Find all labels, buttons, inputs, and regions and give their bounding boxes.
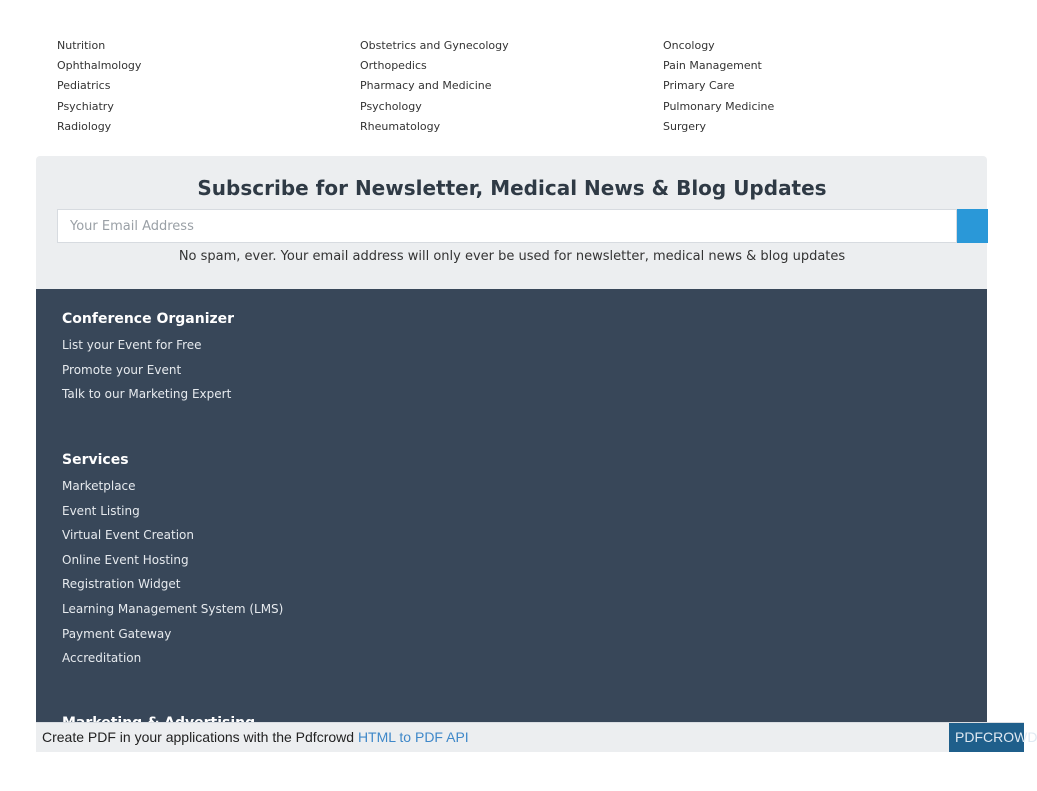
specialty-link[interactable]: Oncology: [663, 39, 715, 52]
specialty-link[interactable]: Ophthalmology: [57, 59, 142, 73]
footer-link-registration-widget[interactable]: Registration Widget: [62, 577, 181, 592]
specialty-link[interactable]: Pharmacy and Medicine: [360, 79, 492, 93]
specialty-link[interactable]: Radiology: [57, 119, 112, 133]
email-input[interactable]: [57, 209, 957, 243]
newsletter-title: Subscribe for Newsletter, Medical News & Blog Updates: [197, 176, 827, 200]
pdfcrowd-logo[interactable]: PDFCROWD: [949, 723, 1024, 752]
pdfcrowd-text: [42, 729, 469, 745]
specialty-link[interactable]: Psychology: [360, 99, 422, 113]
specialty-link[interactable]: Orthopedics: [360, 59, 427, 73]
footer-link-event-listing[interactable]: Event Listing: [62, 503, 140, 518]
footer-link-accreditation[interactable]: Accreditation: [62, 651, 142, 666]
specialty-link[interactable]: Pediatrics: [57, 79, 111, 93]
footer-section-conference-organizer: [62, 309, 234, 407]
specialty-link[interactable]: Psychiatry: [57, 99, 114, 113]
footer-link-list-event[interactable]: List your Event for Free: [62, 338, 202, 352]
specialty-list: [57, 36, 977, 137]
specialty-link[interactable]: Pain Management: [663, 59, 762, 73]
specialty-link[interactable]: Primary Care: [663, 79, 735, 93]
footer-link-virtual-event[interactable]: Virtual Event Creation: [62, 528, 194, 543]
footer-section-services: [62, 450, 283, 671]
footer-link-online-hosting[interactable]: Online Event Hosting: [62, 552, 189, 567]
footer-heading: Services: [62, 452, 129, 468]
pdfcrowd-message: Create PDF in your applications with the Pdfcrowd: [42, 729, 355, 745]
subscribe-button[interactable]: [957, 209, 988, 243]
specialty-link[interactable]: Rheumatology: [360, 119, 441, 133]
footer-link-promote-event[interactable]: Promote your Event: [62, 362, 182, 377]
footer-link-marketing-expert[interactable]: Talk to our Marketing Expert: [62, 387, 232, 402]
pdfcrowd-banner: [36, 722, 1037, 752]
footer-link-lms[interactable]: Learning Management System (LMS): [62, 601, 284, 616]
specialty-link[interactable]: Surgery: [663, 119, 707, 133]
specialty-link[interactable]: Nutrition: [57, 39, 106, 52]
newsletter-note: No spam, ever. Your email address will only ever be used for newsletter, medical news & blog updates: [178, 249, 846, 264]
footer-link-payment-gateway[interactable]: Payment Gateway: [62, 626, 172, 641]
site-footer: [36, 289, 987, 729]
html-to-pdf-api-link[interactable]: HTML to PDF API: [357, 729, 469, 745]
specialty-link[interactable]: Pulmonary Medicine: [663, 99, 775, 113]
footer-heading: Conference Organizer: [62, 311, 235, 327]
specialty-link[interactable]: Obstetrics and Gynecology: [360, 39, 509, 52]
footer-link-marketplace[interactable]: Marketplace: [62, 479, 136, 493]
